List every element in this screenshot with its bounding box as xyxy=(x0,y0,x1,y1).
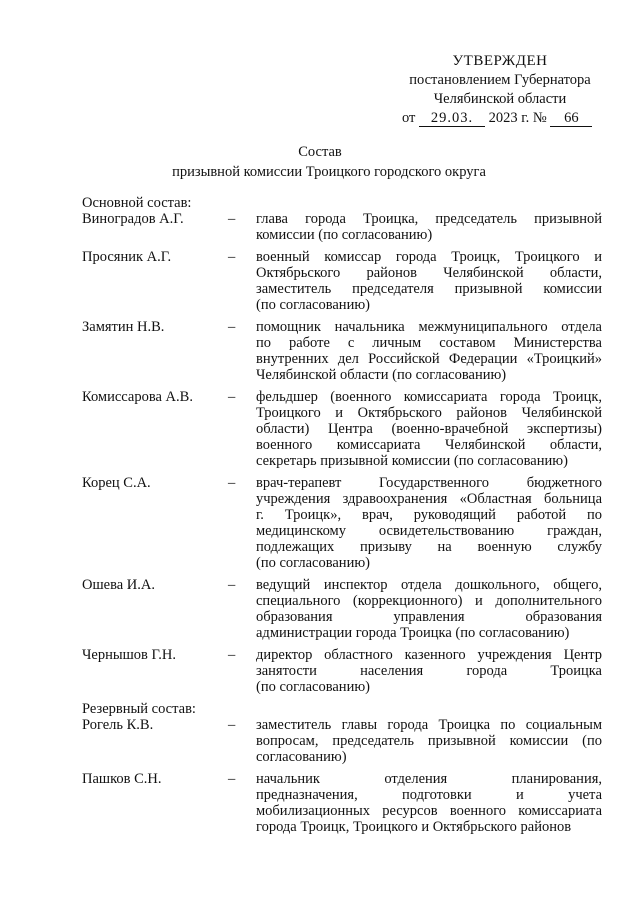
member-role xyxy=(256,717,602,765)
member-dash: – xyxy=(228,475,236,491)
member-dash: – xyxy=(228,319,236,335)
document-title-line-2: призывной комиссии Троицкого городского округа xyxy=(172,164,486,180)
main-members xyxy=(82,211,602,695)
member-list xyxy=(82,195,602,841)
member-dash: – xyxy=(228,249,236,265)
document-title xyxy=(0,142,640,182)
member-role xyxy=(256,577,602,641)
member-row xyxy=(82,771,602,835)
approval-title: УТВЕРЖДЕН xyxy=(452,53,548,69)
member-dash: – xyxy=(228,647,236,663)
member-role xyxy=(256,475,602,571)
member-name: Комиссарова А.В. xyxy=(82,389,193,405)
approval-date: 29.03. xyxy=(419,110,485,127)
member-role xyxy=(256,211,602,243)
member-role-line: занятости населения города Троицка xyxy=(256,663,602,679)
member-role-line: начальник отделения планирования, xyxy=(256,771,602,787)
member-role-line: медицинскому освидетельствованию граждан, xyxy=(256,523,602,539)
member-role xyxy=(256,647,602,695)
member-role-line: Октябрьского районов Челябинской области, xyxy=(256,265,602,281)
member-name: Замятин Н.В. xyxy=(82,319,165,335)
member-role-line: специального (коррекционного) и дополнительного xyxy=(256,593,602,609)
member-role-line: г. Троицк», врач, руководящий работой по xyxy=(256,507,602,523)
member-name: Ошева И.А. xyxy=(82,577,155,593)
member-role-line: подлежащих призыву на военную службу xyxy=(256,539,602,555)
member-role xyxy=(256,319,602,383)
member-role-line: города Троицк, Троицкого и Октябрьского районов xyxy=(256,819,572,835)
approval-line-2: Челябинской области xyxy=(433,91,567,107)
member-name: Просяник А.Г. xyxy=(82,249,172,265)
member-dash: – xyxy=(228,389,236,405)
member-row xyxy=(82,211,602,243)
reserve-members xyxy=(82,717,602,835)
approval-date-line xyxy=(390,109,610,128)
member-role-line: внутренних дел Российской Федерации «Троицкий» xyxy=(256,351,602,367)
member-row xyxy=(82,249,602,313)
member-role-line: мобилизационных ресурсов военного комиссариата xyxy=(256,803,602,819)
member-row xyxy=(82,647,602,695)
member-dash: – xyxy=(228,211,236,227)
member-role-line: глава города Троицка, председатель призывной xyxy=(256,211,602,227)
member-role-line: (по согласованию) xyxy=(256,679,370,695)
member-role-line: ведущий инспектор отдела дошкольного, общего, xyxy=(256,577,602,593)
member-role-line: заместитель председателя призывной комиссии xyxy=(256,281,602,297)
member-role-line: (по согласованию) xyxy=(256,555,370,571)
approval-year: 2023 г. № xyxy=(488,110,547,126)
member-role-line: согласованию) xyxy=(256,749,347,765)
member-dash: – xyxy=(228,771,236,787)
member-name: Виноградов А.Г. xyxy=(82,211,184,227)
member-role-line: по работе с личным составом Министерства xyxy=(256,335,602,351)
member-role xyxy=(256,249,602,313)
member-name: Рогель К.В. xyxy=(82,717,154,733)
member-role-line: военного комиссариата Челябинской области, xyxy=(256,437,602,453)
member-role xyxy=(256,389,602,469)
member-name: Пашков С.Н. xyxy=(82,771,162,787)
member-role-line: врач-терапевт Государственного бюджетного xyxy=(256,475,602,491)
approval-from: от xyxy=(402,110,416,126)
member-role-line: учреждения здравоохранения «Областная больница xyxy=(256,491,602,507)
member-name: Корец С.А. xyxy=(82,475,151,491)
member-role-line: администрации города Троицка (по согласованию) xyxy=(256,625,570,641)
member-role-line: фельдшер (военного комиссариата города Троицк, xyxy=(256,389,602,405)
member-row xyxy=(82,577,602,641)
member-role-line: секретарь призывной комиссии (по согласованию) xyxy=(256,453,568,469)
member-role-line: комиссии (по согласованию) xyxy=(256,227,433,243)
main-section-label: Основной состав: xyxy=(82,195,192,211)
member-name: Чернышов Г.Н. xyxy=(82,647,176,663)
reserve-section-label: Резервный состав: xyxy=(82,701,196,717)
member-role-line: директор областного казенного учреждения Центр xyxy=(256,647,602,663)
approval-stamp xyxy=(390,52,610,128)
member-role-line: предназначения, подготовки и учета xyxy=(256,787,602,803)
member-row xyxy=(82,475,602,571)
member-dash: – xyxy=(228,577,236,593)
member-role-line: образования управления образования xyxy=(256,609,602,625)
member-role-line: помощник начальника межмуниципального отдела xyxy=(256,319,602,335)
document-title-line-1: Состав xyxy=(298,144,342,160)
member-row xyxy=(82,389,602,469)
member-role xyxy=(256,771,602,835)
member-role-line: вопросам, председатель призывной комиссии (по xyxy=(256,733,602,749)
approval-number: 66 xyxy=(550,110,592,127)
member-row xyxy=(82,319,602,383)
member-role-line: Челябинской области (по согласованию) xyxy=(256,367,507,383)
member-role-line: Троицкого и Октябрьского районов Челябинской xyxy=(256,405,602,421)
member-role-line: заместитель главы города Троицка по социальным xyxy=(256,717,602,733)
approval-line-1: постановлением Губернатора xyxy=(409,72,591,88)
member-role-line: (по согласованию) xyxy=(256,297,370,313)
member-dash: – xyxy=(228,717,236,733)
member-role-line: области) Центра (военно-врачебной экспертизы) xyxy=(256,421,602,437)
member-row xyxy=(82,717,602,765)
member-role-line: военный комиссар города Троицк, Троицкого и xyxy=(256,249,602,265)
